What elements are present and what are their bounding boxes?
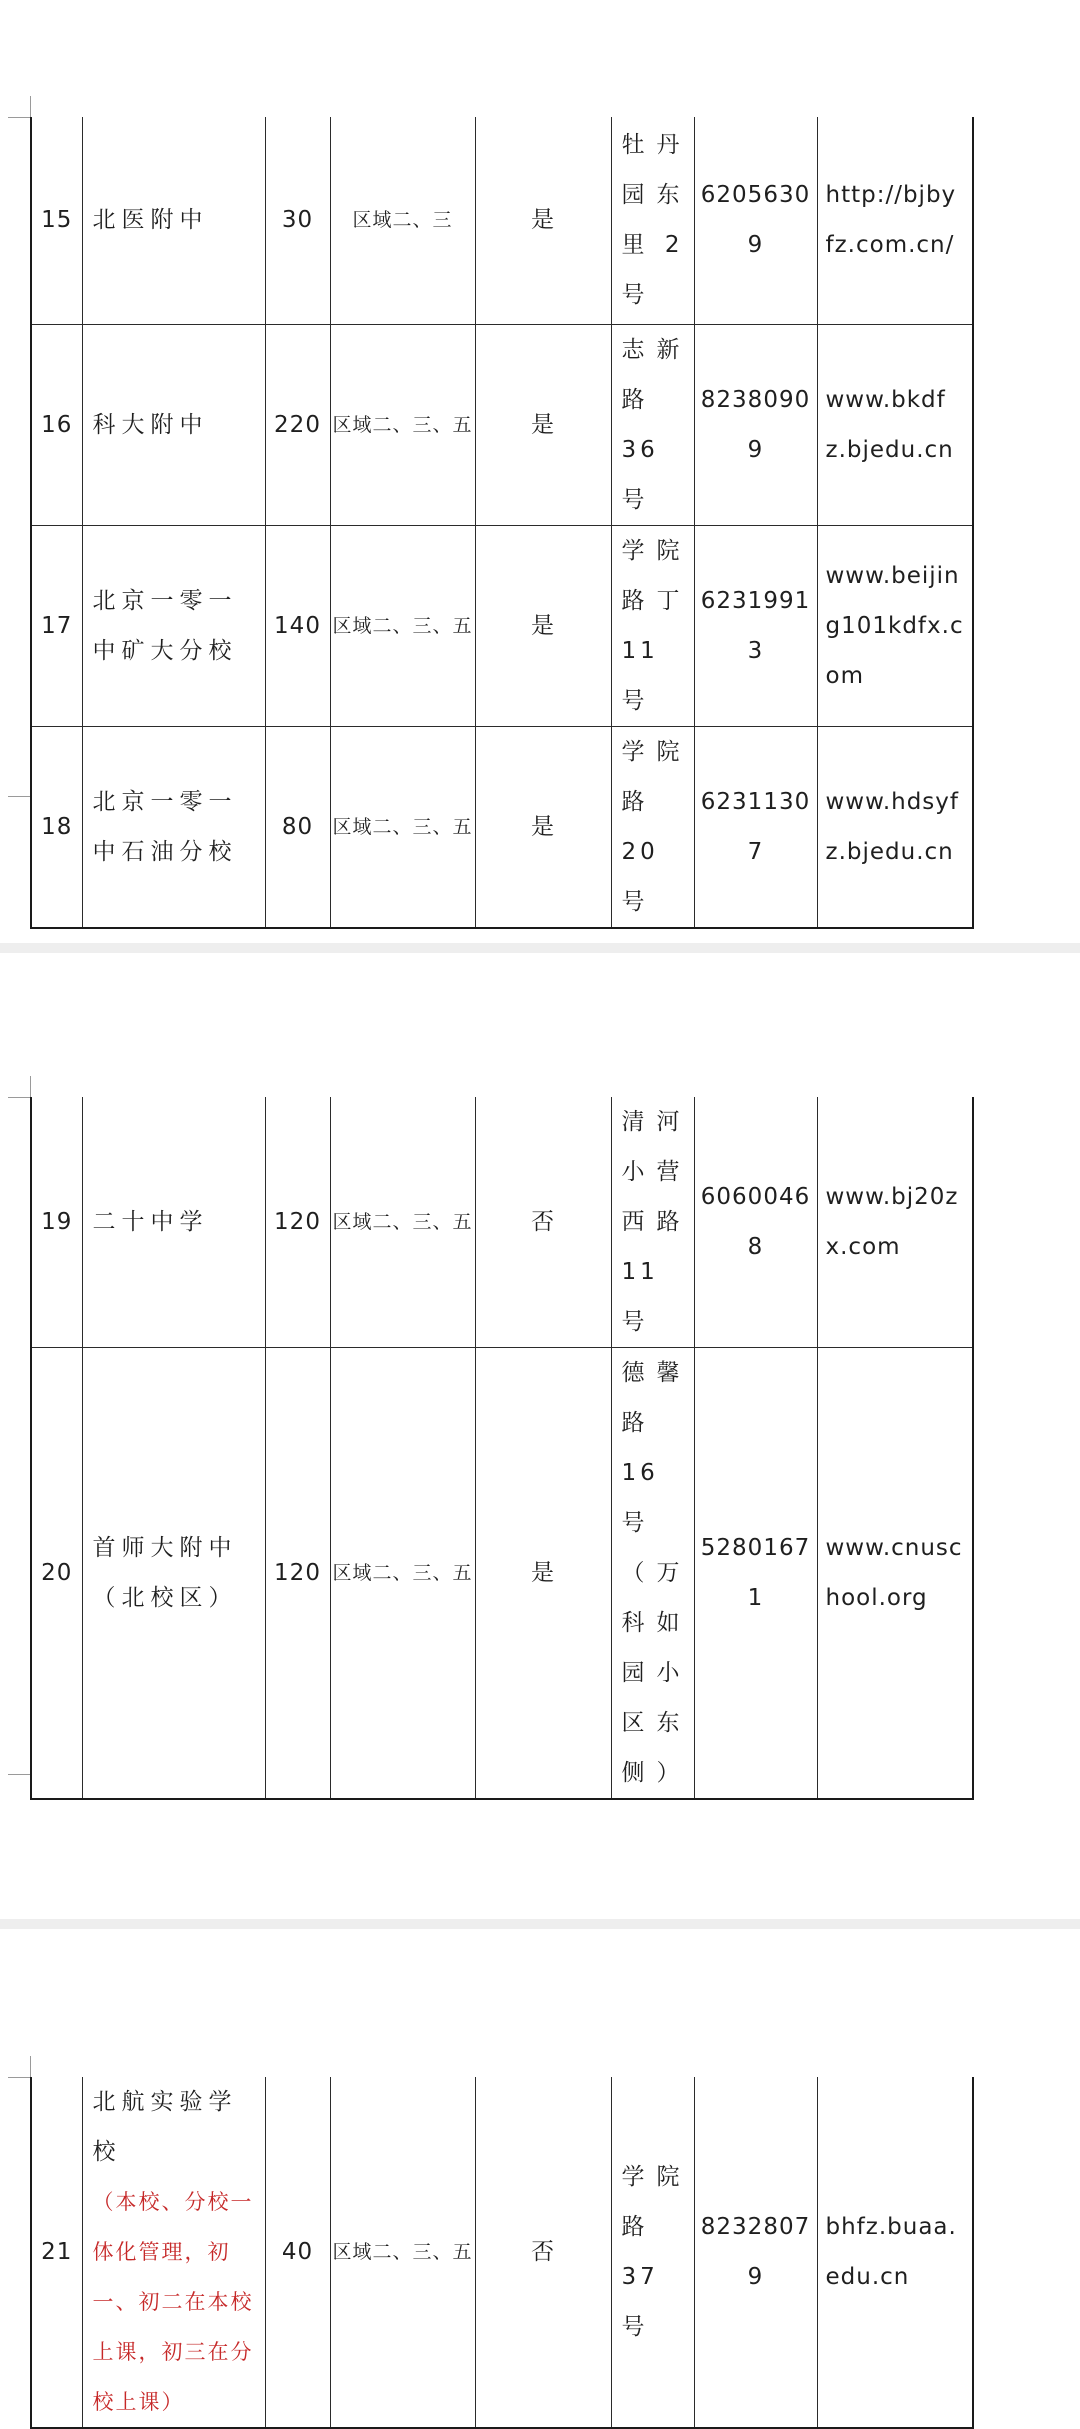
corner-mark — [8, 2077, 32, 2102]
phone: 52801671 — [694, 1348, 817, 1800]
service-area: 区域二、三、五 — [330, 1348, 475, 1800]
table-row — [31, 525, 973, 726]
phone: 62311307 — [694, 726, 817, 928]
quota: 220 — [265, 324, 330, 525]
school-name: 北京一零一中矿大分校 — [82, 525, 265, 726]
address: 牡丹园东里2号 — [611, 117, 694, 324]
table-row — [31, 1348, 973, 1800]
website: www.cnuschool.org — [817, 1348, 973, 1800]
row-number: 17 — [31, 525, 82, 726]
website: www.bkdfz.bjedu.cn — [817, 324, 973, 525]
service-area: 区域二、三 — [330, 117, 475, 324]
row-number: 16 — [31, 324, 82, 525]
table-row — [31, 324, 973, 525]
school-name: 首师大附中（北校区） — [82, 1348, 265, 1800]
quota: 40 — [265, 2077, 330, 2428]
boarding: 是 — [475, 1348, 611, 1800]
service-area: 区域二、三、五 — [330, 525, 475, 726]
quota: 120 — [265, 1097, 330, 1348]
boarding: 否 — [475, 1097, 611, 1348]
boarding: 否 — [475, 2077, 611, 2428]
service-area: 区域二、三、五 — [330, 1097, 475, 1348]
table-row — [31, 726, 973, 928]
service-area: 区域二、三、五 — [330, 324, 475, 525]
quota: 140 — [265, 525, 330, 726]
table-row — [31, 2077, 973, 2428]
school-name: 二十中学 — [82, 1097, 265, 1348]
boarding: 是 — [475, 525, 611, 726]
school-name: 科大附中 — [82, 324, 265, 525]
school-note: （本校、分校一体化管理，初一、初二在本校上课，初三在分校上课） — [92, 2190, 254, 2414]
phone: 82328079 — [694, 2077, 817, 2428]
school-name: 北京一零一中石油分校 — [82, 726, 265, 928]
quota: 120 — [265, 1348, 330, 1800]
website: www.hdsyfz.bjedu.cn — [817, 726, 973, 928]
table-row — [31, 1097, 973, 1348]
corner-mark — [8, 796, 32, 821]
corner-mark — [8, 1774, 32, 1799]
address: 学院路37号 — [611, 2077, 694, 2428]
page-gap — [0, 943, 1080, 953]
service-area: 区域二、三、五 — [330, 2077, 475, 2428]
phone: 62319913 — [694, 525, 817, 726]
address: 学院路丁11号 — [611, 525, 694, 726]
school-name: 北医附中 — [82, 117, 265, 324]
quota: 80 — [265, 726, 330, 928]
corner-mark — [8, 117, 32, 142]
school-table-page-2 — [30, 1097, 974, 1800]
boarding: 是 — [475, 726, 611, 928]
school-name: 北航实验学校 — [92, 2089, 238, 2165]
school-table-page-3 — [30, 2077, 974, 2429]
page-gap — [0, 1919, 1080, 1929]
row-number: 18 — [31, 726, 82, 928]
row-number: 21 — [31, 2077, 82, 2428]
boarding: 是 — [475, 324, 611, 525]
service-area: 区域二、三、五 — [330, 726, 475, 928]
address: 德馨路16号（万科如园小区东侧） — [611, 1348, 694, 1800]
address: 学院路20号 — [611, 726, 694, 928]
website: bhfz.buaa.edu.cn — [817, 2077, 973, 2428]
school-table-page-1 — [30, 117, 974, 929]
row-number: 15 — [31, 117, 82, 324]
phone: 82380909 — [694, 324, 817, 525]
phone: 60600468 — [694, 1097, 817, 1348]
corner-mark — [8, 1097, 32, 1122]
website: www.bj20zx.com — [817, 1097, 973, 1348]
row-number: 20 — [31, 1348, 82, 1800]
row-number: 19 — [31, 1097, 82, 1348]
school-name-cell — [82, 2077, 265, 2428]
quota: 30 — [265, 117, 330, 324]
address: 清河小营西路11号 — [611, 1097, 694, 1348]
website: http://bjbyfz.com.cn/ — [817, 117, 973, 324]
phone: 62056309 — [694, 117, 817, 324]
website: www.beijing101kdfx.com — [817, 525, 973, 726]
address: 志新路36号 — [611, 324, 694, 525]
table-row — [31, 117, 973, 324]
boarding: 是 — [475, 117, 611, 324]
